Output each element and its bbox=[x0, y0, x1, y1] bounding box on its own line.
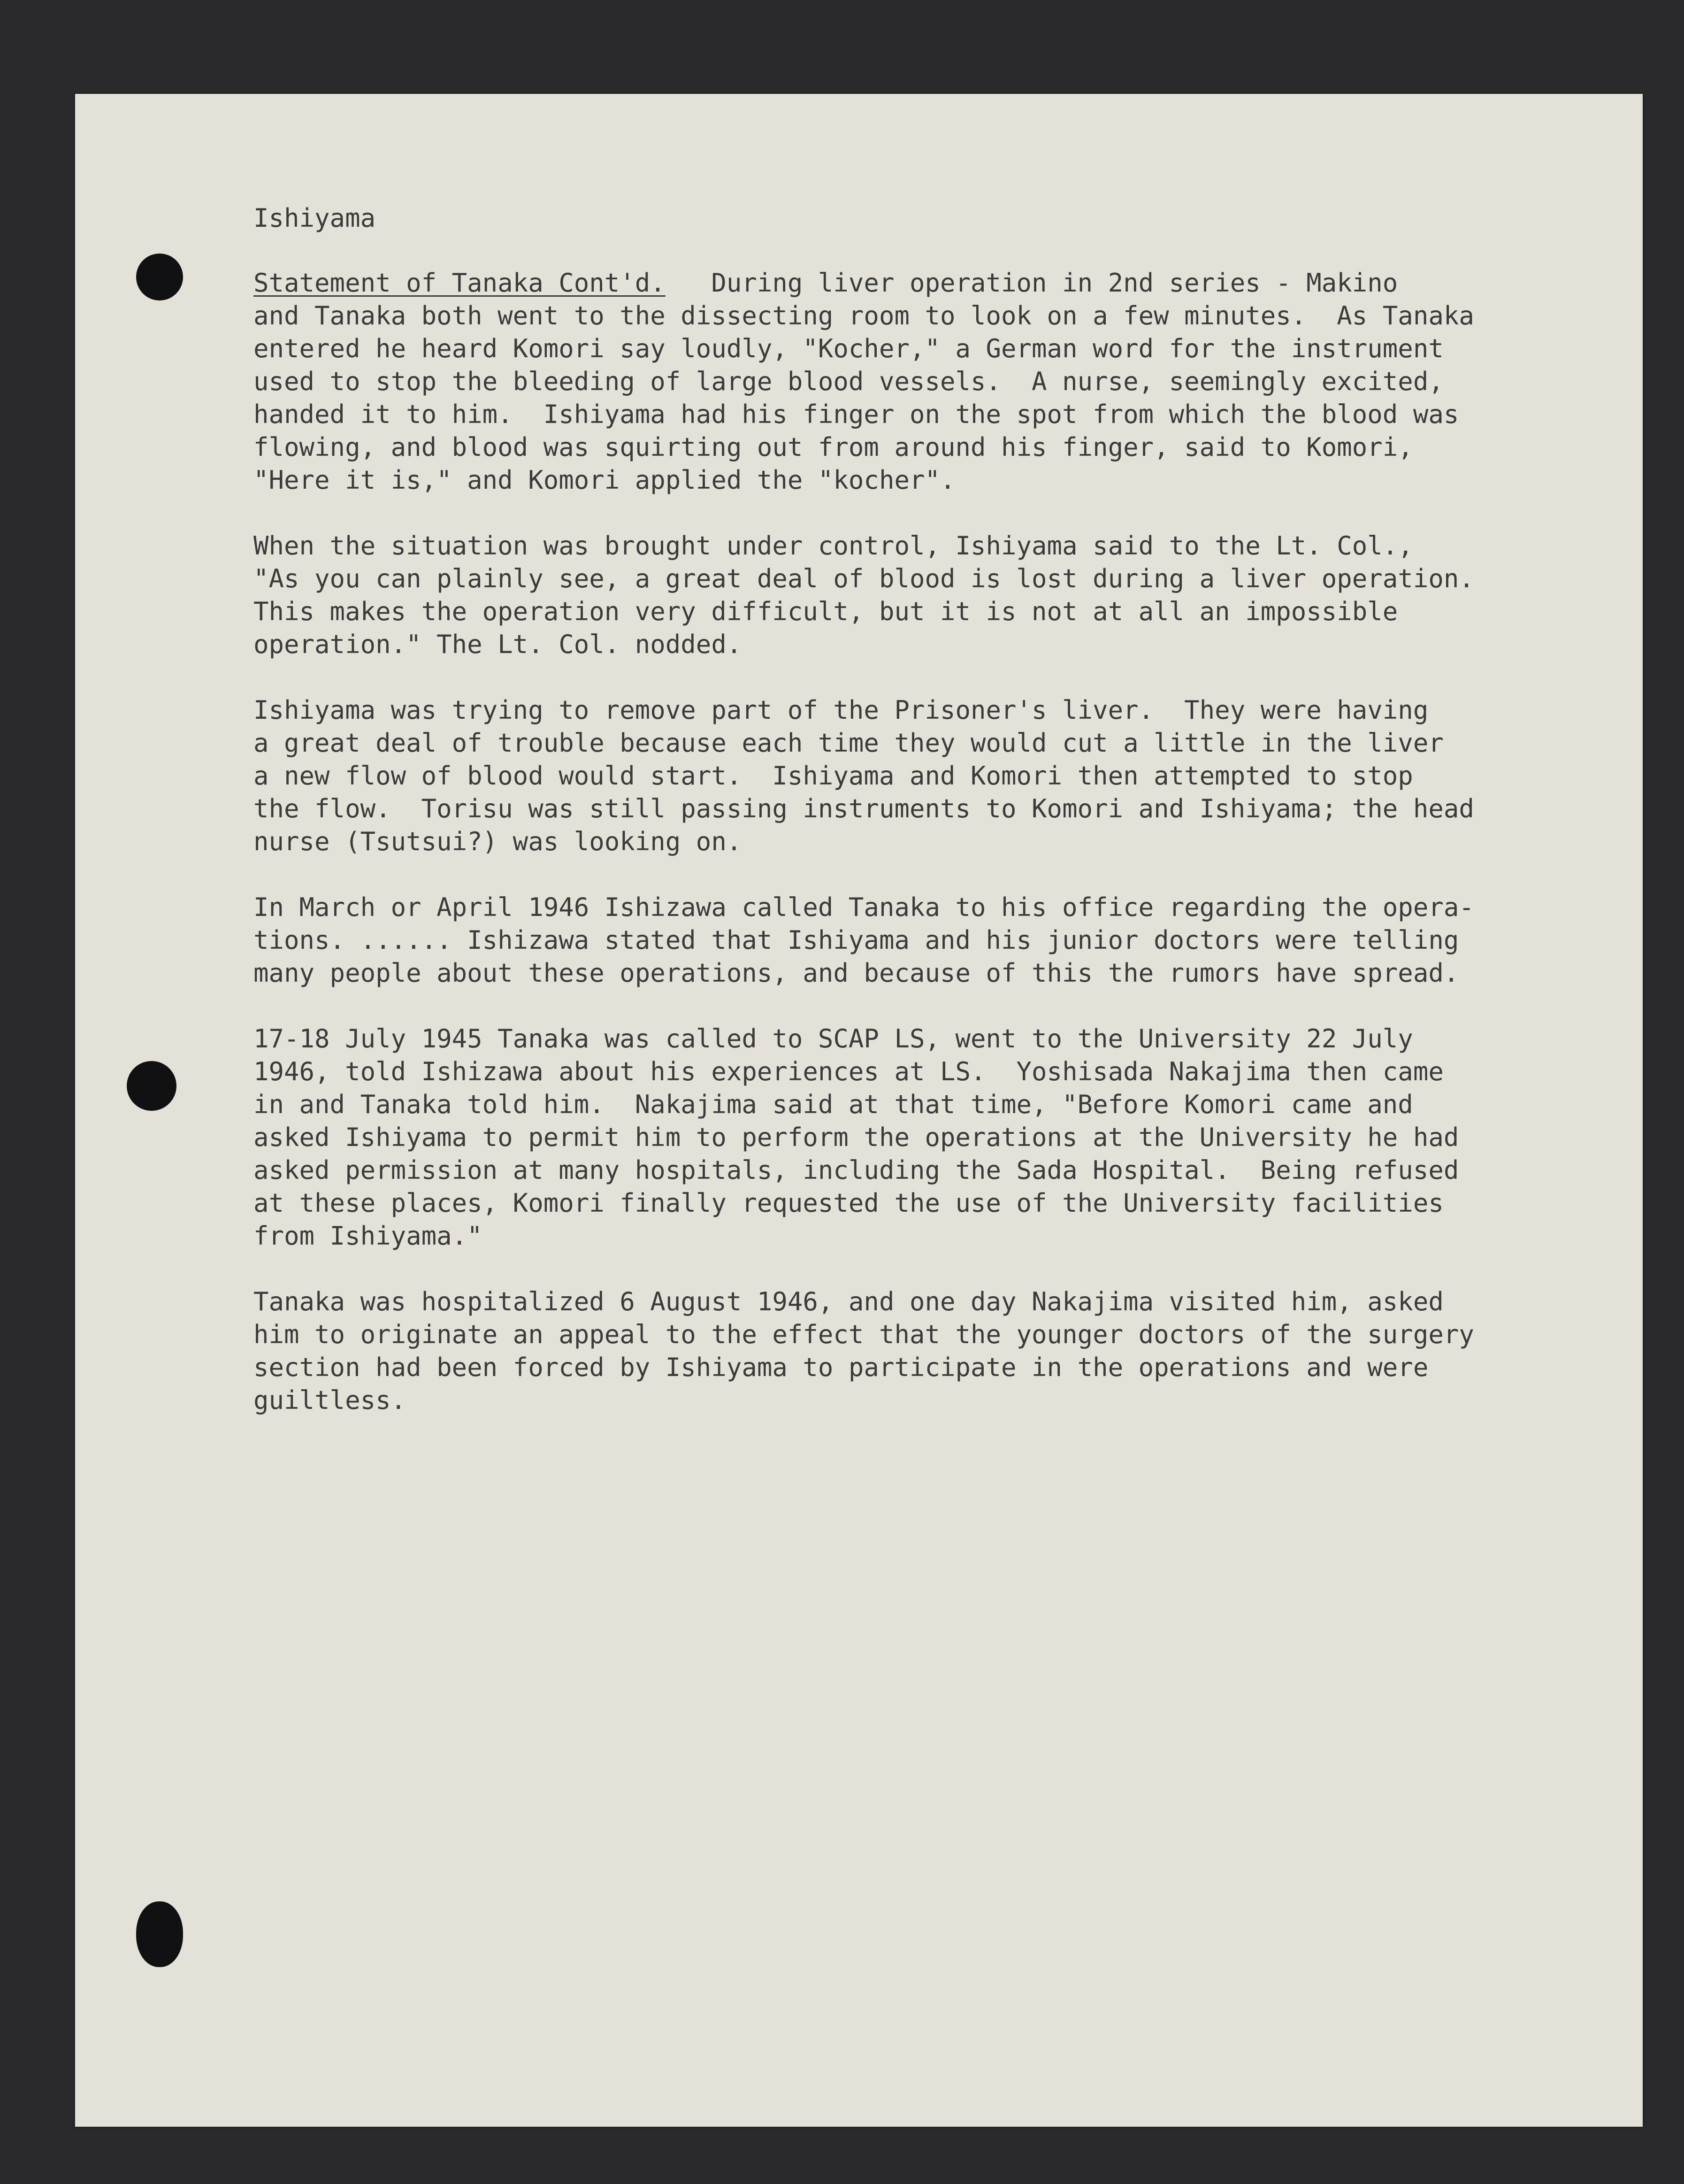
text-line: him to originate an appeal to the effect that the younger doctors of the surgery bbox=[253, 1320, 1474, 1349]
text-line: asked permission at many hospitals, including the Sada Hospital. Being refused bbox=[253, 1155, 1459, 1185]
text-line: 1946, told Ishizawa about his experiences at LS. Yoshisada Nakajima then came bbox=[253, 1057, 1444, 1086]
text-line: When the situation was brought under control, Ishiyama said to the Lt. Col., bbox=[253, 531, 1413, 561]
text-line: section had been forced by Ishiyama to participate in the operations and were bbox=[253, 1353, 1429, 1382]
text-line: a new flow of blood would start. Ishiyama and Komori then attempted to stop bbox=[253, 761, 1413, 791]
text-line: "As you can plainly see, a great deal of blood is lost during a liver operation. bbox=[253, 564, 1474, 593]
text-line: guiltless. bbox=[253, 1385, 406, 1415]
binder-hole-bottom bbox=[136, 1901, 183, 1967]
paragraph-1-line-1-rest: During liver operation in 2nd series - Makino bbox=[665, 268, 1398, 298]
text-line: many people about these operations, and because of this the rumors have spread. bbox=[253, 958, 1459, 988]
document-page bbox=[75, 94, 1643, 2127]
paragraph-6 bbox=[253, 1285, 1633, 1417]
text-line: and Tanaka both went to the dissecting room to look on a few minutes. As Tanaka bbox=[253, 301, 1474, 331]
paragraph-2 bbox=[253, 530, 1633, 661]
text-line: handed it to him. Ishiyama had his finger on the spot from which the blood was bbox=[253, 400, 1459, 429]
text-line: Tanaka was hospitalized 6 August 1946, and one day Nakajima visited him, asked bbox=[253, 1287, 1444, 1316]
text-line: flowing, and blood was squirting out from around his finger, said to Komori, bbox=[253, 432, 1413, 462]
text-line: a great deal of trouble because each time they would cut a little in the liver bbox=[253, 728, 1444, 758]
text-line: operation." The Lt. Col. nodded. bbox=[253, 630, 742, 659]
text-line: used to stop the bleeding of large blood vessels. A nurse, seemingly excited, bbox=[253, 367, 1444, 396]
text-line: entered he heard Komori say loudly, "Kocher," a German word for the instrument bbox=[253, 334, 1444, 363]
section-subheading: Statement of Tanaka Cont'd. bbox=[253, 268, 666, 298]
text-line: "Here it is," and Komori applied the "kocher". bbox=[253, 465, 956, 495]
text-line: asked Ishiyama to permit him to perform the operations at the University he had bbox=[253, 1123, 1459, 1152]
document-body bbox=[253, 202, 1633, 1450]
text-line: This makes the operation very difficult, but it is not at all an impossible bbox=[253, 597, 1398, 626]
paragraph-5 bbox=[253, 1023, 1633, 1253]
paragraph-1 bbox=[253, 267, 1633, 497]
text-line: at these places, Komori finally requested the use of the University facilities bbox=[253, 1188, 1444, 1218]
paragraph-4 bbox=[253, 891, 1633, 990]
paragraph-3 bbox=[253, 694, 1633, 858]
binder-hole-top bbox=[136, 254, 183, 300]
binder-hole-middle bbox=[127, 1061, 176, 1111]
text-line: the flow. Torisu was still passing instruments to Komori and Ishiyama; the head bbox=[253, 794, 1474, 823]
text-line: from Ishiyama." bbox=[253, 1221, 482, 1251]
page-header: Ishiyama bbox=[253, 203, 376, 233]
text-line: in and Tanaka told him. Nakajima said at that time, "Before Komori came and bbox=[253, 1090, 1413, 1119]
paragraph-1-line-1 bbox=[253, 267, 1633, 300]
text-line: Ishiyama was trying to remove part of the Prisoner's liver. They were having bbox=[253, 695, 1429, 725]
text-line: 17-18 July 1945 Tanaka was called to SCAP LS, went to the University 22 July bbox=[253, 1024, 1413, 1054]
text-line: In March or April 1946 Ishizawa called Tanaka to his office regarding the opera- bbox=[253, 892, 1474, 922]
text-line: nurse (Tsutsui?) was looking on. bbox=[253, 827, 742, 856]
text-line: tions. ...... Ishizawa stated that Ishiyama and his junior doctors were telling bbox=[253, 925, 1459, 955]
